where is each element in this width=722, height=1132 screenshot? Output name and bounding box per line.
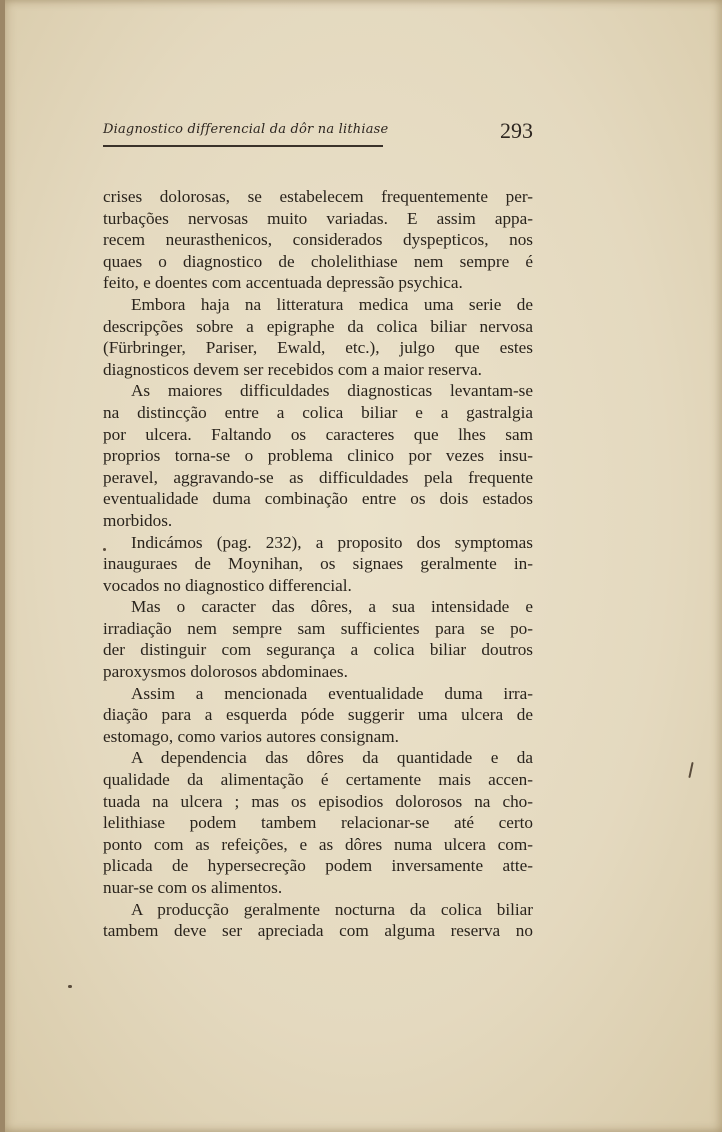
text-line: irradiação nem sempre sam sufficientes para se po- — [103, 618, 533, 638]
margin-mark — [688, 762, 693, 778]
paragraph-first-line: Embora haja na litteratura medica uma serie de — [131, 294, 533, 314]
text-line: morbidos. — [103, 510, 173, 530]
page-number: 293 — [500, 118, 533, 143]
text-line: crises dolorosas, se estabelecem frequentemente per- — [103, 187, 533, 206]
paragraph-first-line: A producção geralmente nocturna da colica biliar — [131, 899, 533, 919]
text-line: turbações nervosas muito variadas. E assim appa- — [103, 208, 533, 228]
text-line: eventualidade duma combinação entre os dois estados — [103, 489, 533, 509]
text-line: tuada na ulcera ; mas os episodios dolorosos na cho- — [103, 791, 533, 811]
text-line: inauguraes de Moynihan, os signaes geralmente in- — [103, 554, 533, 574]
text-line: recem neurasthenicos, considerados dyspepticos, nos — [103, 230, 533, 250]
running-head-title: Diagnostico differencial da dôr na lithiase — [103, 122, 389, 137]
text-line: vocados no diagnostico differencial. — [103, 575, 352, 595]
text-line: nuar-se com os alimentos. — [103, 878, 283, 897]
text-line: diação para a esquerda póde suggerir uma ulcera de — [103, 705, 533, 725]
text-line: estomago, como varios autores consignam. — [103, 726, 399, 746]
text-line: quaes o diagnostico de cholelithiase nem sempre é — [103, 251, 533, 271]
page-edge — [0, 0, 5, 1132]
text-line: feito, e doentes com accentuada depressão psychica. — [103, 273, 463, 293]
paragraph-first-line: As maiores difficuldades diagnosticas levantam-se — [131, 381, 533, 401]
page-speck — [103, 548, 106, 551]
text-line: plicada de hypersecreção podem inversamente atte- — [103, 856, 533, 876]
text-line: por ulcera. Faltando os caracteres que lhes sam — [103, 424, 533, 444]
text-line: qualidade da alimentação é certamente mais accen- — [103, 770, 533, 790]
paragraph-first-line: A dependencia das dôres da quantidade e da — [131, 748, 533, 768]
text-line: ponto com as refeições, e as dôres numa ulcera com- — [103, 834, 533, 854]
page-speck — [68, 985, 72, 988]
paragraph-first-line: Indicámos (pag. 232), a proposito dos symptomas — [131, 532, 533, 552]
text-line: descripções sobre a epigraphe da colica biliar nervosa — [103, 316, 533, 336]
paragraph-first-line: Mas o caracter das dôres, a sua intensidade e — [131, 597, 533, 617]
body-text — [103, 186, 533, 942]
text-line: (Fürbringer, Pariser, Ewald, etc.), julgo que estes — [103, 338, 533, 358]
text-line: peravel, aggravando-se as difficuldades pela frequente — [103, 467, 533, 487]
paragraph-first-line: Assim a mencionada eventualidade duma irra- — [131, 683, 533, 703]
text-line: lelithiase podem tambem relacionar-se até certo — [103, 813, 533, 833]
text-line: diagnosticos devem ser recebidos com a maior reserva. — [103, 359, 482, 379]
text-line: der distinguir com segurança a colica biliar doutros — [103, 640, 533, 660]
text-line: tambem deve ser apreciada com alguma reserva no — [103, 921, 533, 941]
text-line: na distincção entre a colica biliar e a gastralgia — [103, 402, 533, 422]
text-line: paroxysmos dolorosos abdominaes. — [103, 662, 348, 682]
header-rule — [103, 145, 383, 147]
text-line: proprios torna-se o problema clinico por vezes insu- — [103, 446, 533, 466]
